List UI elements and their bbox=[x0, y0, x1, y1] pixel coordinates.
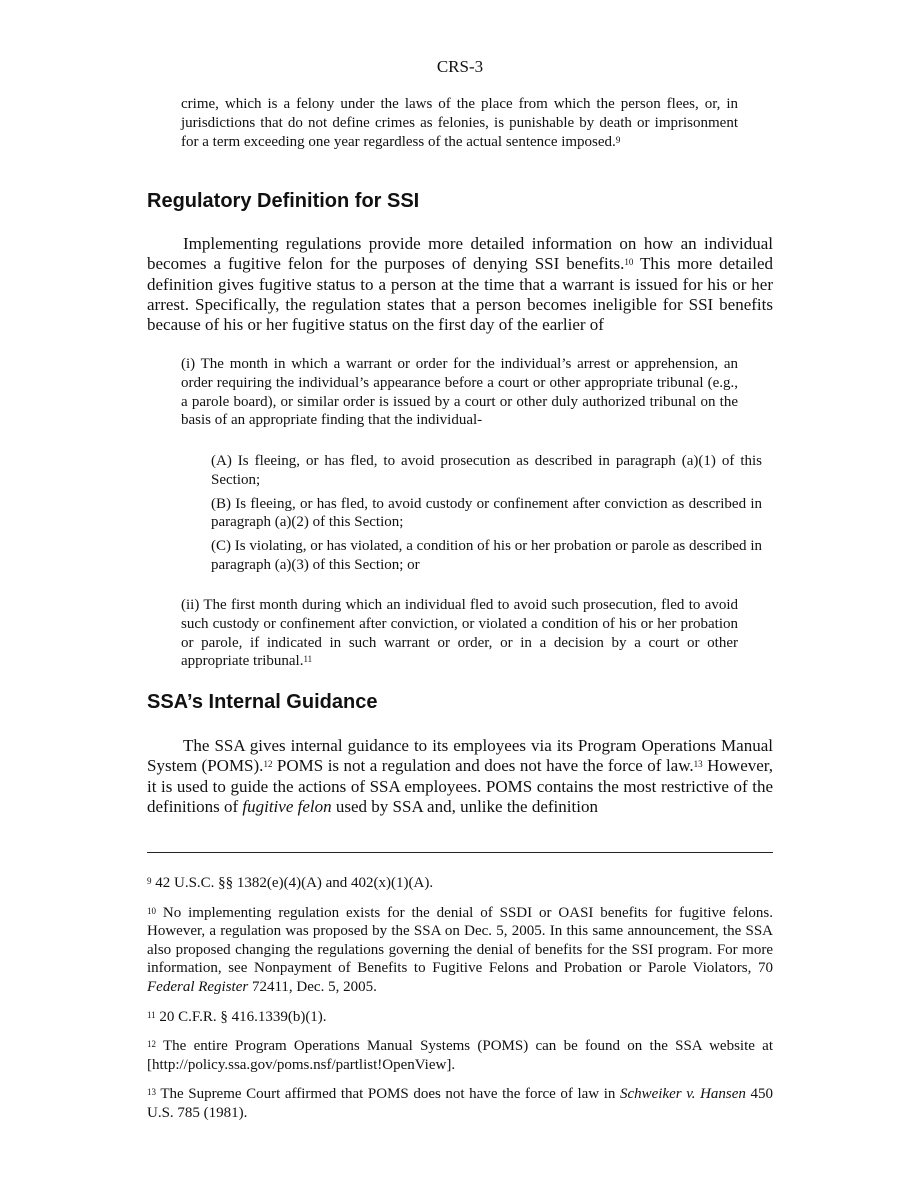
quote-subitems bbox=[211, 452, 762, 580]
footnote-10-text: No implementing regulation exists for the denial of SSDI or OASI benefits for fugitive felons. However, a regulation was proposed by the SSA on Dec. 5, 2005. In this same announcement, the SSA also proposed changing the regulations governing the denial of benefits for the SSI program. For more information, see Nonpayment of Benefits to Fugitive Felons and Probation or Parole Violators, 70 bbox=[147, 904, 773, 977]
section2-text-4: used by SSA and, unlike the definition bbox=[331, 796, 598, 816]
footnote-10-italic: Federal Register bbox=[147, 978, 249, 995]
section1-text-b: This more detailed definition gives fugitive status to a person at the time that a warrant is issued for his or her arrest. Specifically, the regulation states that a person becomes ineligible for SSI benefits because of his or her fugitive status on the first day of the earlier of bbox=[147, 254, 773, 335]
footnote-13-italic: Schweiker v. Hansen bbox=[619, 1086, 746, 1103]
footnote-13 bbox=[147, 1085, 773, 1122]
section2-paragraph bbox=[147, 736, 773, 817]
footnote-11 bbox=[147, 1008, 773, 1027]
footnote-ref-10: 10 bbox=[624, 257, 634, 268]
footnote-10-number: 10 bbox=[147, 905, 156, 916]
section2-italic-term: fugitive felon bbox=[242, 796, 332, 816]
footnote-ref-13: 13 bbox=[693, 759, 703, 770]
footnote-ref-11: 11 bbox=[303, 654, 313, 665]
section1-paragraph bbox=[147, 234, 773, 335]
opening-quote-text: crime, which is a felony under the laws of the place from which the person flees, or, in jurisdictions that do not define crimes as felonies, is punishable by death or imprisonment for a term exceeding one year regardless of the actual sentence imposed. bbox=[181, 96, 738, 150]
section-heading-regulatory: Regulatory Definition for SSI bbox=[147, 190, 420, 212]
opening-quote bbox=[181, 95, 738, 151]
footnote-13-text: The Supreme Court affirmed that POMS does not have the force of law in bbox=[156, 1086, 620, 1103]
footnote-13-number: 13 bbox=[147, 1087, 156, 1098]
quote-item-C: (C) Is violating, or has violated, a condition of his or her probation or parole as described in paragraph (a)(3) of this Section; or bbox=[211, 538, 762, 573]
section1-text-a: Implementing regulations provide more detailed information on how an individual becomes a fugitive felon for the purposes of denying SSI benefits. bbox=[147, 234, 773, 274]
quote-item-ii-text: (ii) The first month during which an individual fled to avoid such prosecution, fled to avoid such custody or confinement after conviction, or violated a condition of his or her probation or parole, if indicated in such warrant or order, or in a decision by a court or other appropriate tribunal. bbox=[181, 597, 738, 670]
quote-item-B: (B) Is fleeing, or has fled, to avoid custody or confinement after conviction as described in paragraph (a)(2) of this Section; bbox=[211, 495, 762, 531]
footnote-ref-12: 12 bbox=[263, 759, 273, 770]
quote-item-A: (A) Is fleeing, or has fled, to avoid prosecution as described in paragraph (a)(1) of this Section; bbox=[211, 453, 762, 488]
section2-text-2: POMS is not a regulation and does not have the force of law. bbox=[272, 756, 694, 776]
footnote-13-tail: 450 U.S. 785 (1981). bbox=[147, 1086, 773, 1121]
footnote-divider bbox=[147, 852, 773, 853]
footnote-9 bbox=[147, 874, 773, 893]
footnote-12-text: The entire Program Operations Manual Systems (POMS) can be found on the SSA website at [http://policy.ssa.gov/poms.nsf/partlist!OpenView]. bbox=[147, 1038, 773, 1073]
section-heading-internal-guidance: SSA’s Internal Guidance bbox=[147, 691, 378, 713]
quote-item-i: (i) The month in which a warrant or order for the individual’s arrest or apprehension, an order requiring the individual’s appearance before a court or other appropriate tribunal (e.g., a parole board), or similar order is issued by a court or other duly authorized tribunal on the basis of an appropriate finding that the individual- bbox=[181, 356, 738, 429]
quote-item-ii bbox=[181, 596, 738, 671]
footnote-9-text: 42 U.S.C. §§ 1382(e)(4)(A) and 402(x)(1)(A). bbox=[151, 875, 434, 891]
footnote-11-text: 20 C.F.R. § 416.1339(b)(1). bbox=[155, 1008, 327, 1025]
footnote-10-tail: 72411, Dec. 5, 2005. bbox=[248, 978, 377, 995]
footnote-12 bbox=[147, 1037, 773, 1074]
page-header: CRS-3 bbox=[436, 57, 484, 76]
section2-text-1: The SSA gives internal guidance to its employees via its Program Operations Manual System (POMS). bbox=[147, 736, 773, 776]
footnote-ref-9: 9 bbox=[615, 134, 621, 145]
section2-text-3: However, it is used to guide the actions of SSA employees. POMS contains the most restrictive of the definitions of bbox=[147, 756, 774, 816]
footnote-12-number: 12 bbox=[147, 1039, 156, 1050]
footnote-9-number: 9 bbox=[147, 876, 152, 886]
footnotes bbox=[147, 874, 773, 1134]
footnote-11-number: 11 bbox=[147, 1009, 156, 1020]
footnote-10 bbox=[147, 904, 773, 997]
